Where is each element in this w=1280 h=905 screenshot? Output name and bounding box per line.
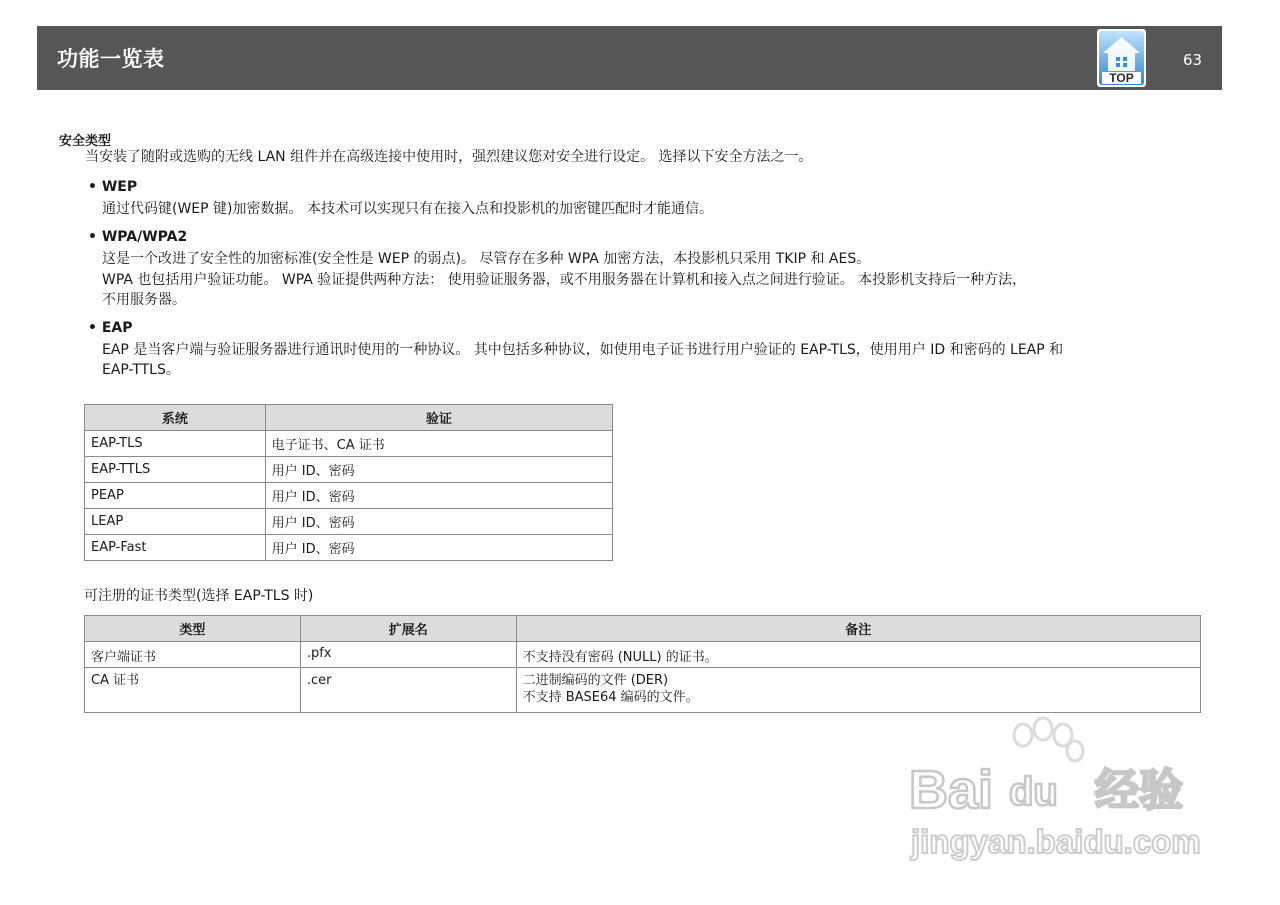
- table-header-row: [85, 616, 1201, 642]
- table-row: [85, 457, 613, 483]
- column-header: 备注: [516, 616, 1200, 642]
- table-cell: LEAP: [85, 509, 266, 535]
- bullet-text: WPA 也包括用户验证功能。 WPA 验证提供两种方法： 使用验证服务器，或不用服务器在计算机和接入点之间进行验证。 本投影机支持后一种方法，: [102, 272, 1027, 288]
- bullet-text: EAP 是当客户端与验证服务器进行通讯时使用的一种协议。 其中包括多种协议，如使用电子证书进行用户验证的 EAP-TLS，使用用户 ID 和密码的 LEAP 和: [102, 342, 1064, 358]
- table-row: [85, 483, 613, 509]
- column-header: 验证: [265, 405, 612, 431]
- table-cell: EAP-TLS: [85, 431, 266, 457]
- top-label: TOP: [1109, 71, 1134, 85]
- section-heading: 安全类型: [59, 134, 112, 149]
- table-cell: [516, 668, 1200, 713]
- page-title: 功能一览表: [57, 47, 165, 71]
- table-cell: 用户 ID、密码: [265, 535, 612, 561]
- table-row: [85, 668, 1201, 713]
- table-cell: PEAP: [85, 483, 266, 509]
- table-cell: 用户 ID、密码: [265, 483, 612, 509]
- table-cell: 电子证书、CA 证书: [265, 431, 612, 457]
- column-header: 类型: [85, 616, 301, 642]
- page-number: 63: [1183, 51, 1203, 69]
- table-cell: 客户端证书: [85, 642, 301, 668]
- bullet-title: EAP: [101, 320, 133, 336]
- column-header: 系统: [85, 405, 266, 431]
- bullet-wpa: [88, 229, 187, 245]
- table-header-row: [85, 405, 613, 431]
- table-cell: .cer: [300, 668, 516, 713]
- table-row: [85, 431, 613, 457]
- paw-logo-icon: [905, 715, 1205, 865]
- watermark-cn: 经验: [1095, 765, 1183, 816]
- section-intro: 当安装了随附或选购的无线 LAN 组件并在高级连接中使用时，强烈建议您对安全进行设定。 选择以下安全方法之一。: [85, 149, 813, 165]
- bullet-marker: •: [88, 320, 97, 336]
- note-line: 二进制编码的文件 (DER): [522, 673, 669, 688]
- bullet-wep: [88, 179, 137, 195]
- bullet-text: 这是一个改进了安全性的加密标准(安全性是 WEP 的弱点)。 尽管存在多种 WPA 加密方法，本投影机只采用 TKIP 和 AES。: [102, 251, 871, 267]
- bullet-text: 不用服务器。: [102, 292, 186, 308]
- bullet-eap: [88, 320, 133, 336]
- table2-caption: 可注册的证书类型(选择 EAP-TLS 时): [84, 588, 314, 604]
- bullet-marker: •: [88, 179, 97, 195]
- watermark-url: jingyan.baidu.com: [911, 823, 1201, 860]
- table-cell: EAP-Fast: [85, 535, 266, 561]
- watermark-du: du: [1009, 770, 1058, 814]
- table-cell: 不支持没有密码 (NULL) 的证书。: [516, 642, 1200, 668]
- bullet-text: 通过代码键(WEP 键)加密数据。 本技术可以实现只有在接入点和投影机的加密键匹配时才能通信。: [102, 201, 713, 217]
- table-cell: 用户 ID、密码: [265, 457, 612, 483]
- table-row: [85, 509, 613, 535]
- note-line: 不支持 BASE64 编码的文件。: [522, 690, 699, 705]
- baidu-watermark: [905, 715, 1205, 865]
- table-cell: .pfx: [300, 642, 516, 668]
- table-cell: 用户 ID、密码: [265, 509, 612, 535]
- bullet-marker: •: [88, 229, 97, 245]
- bullet-title: WPA/WPA2: [101, 229, 188, 245]
- eap-systems-table: [84, 404, 613, 561]
- certificate-types-table: [84, 615, 1201, 713]
- bullet-title: WEP: [101, 179, 138, 195]
- table-cell: EAP-TTLS: [85, 457, 266, 483]
- watermark-brand: Bai: [909, 760, 994, 820]
- column-header: 扩展名: [300, 616, 516, 642]
- table-cell: CA 证书: [85, 668, 301, 713]
- table-row: [85, 642, 1201, 668]
- bullet-text: EAP-TTLS。: [102, 362, 180, 378]
- table-row: [85, 535, 613, 561]
